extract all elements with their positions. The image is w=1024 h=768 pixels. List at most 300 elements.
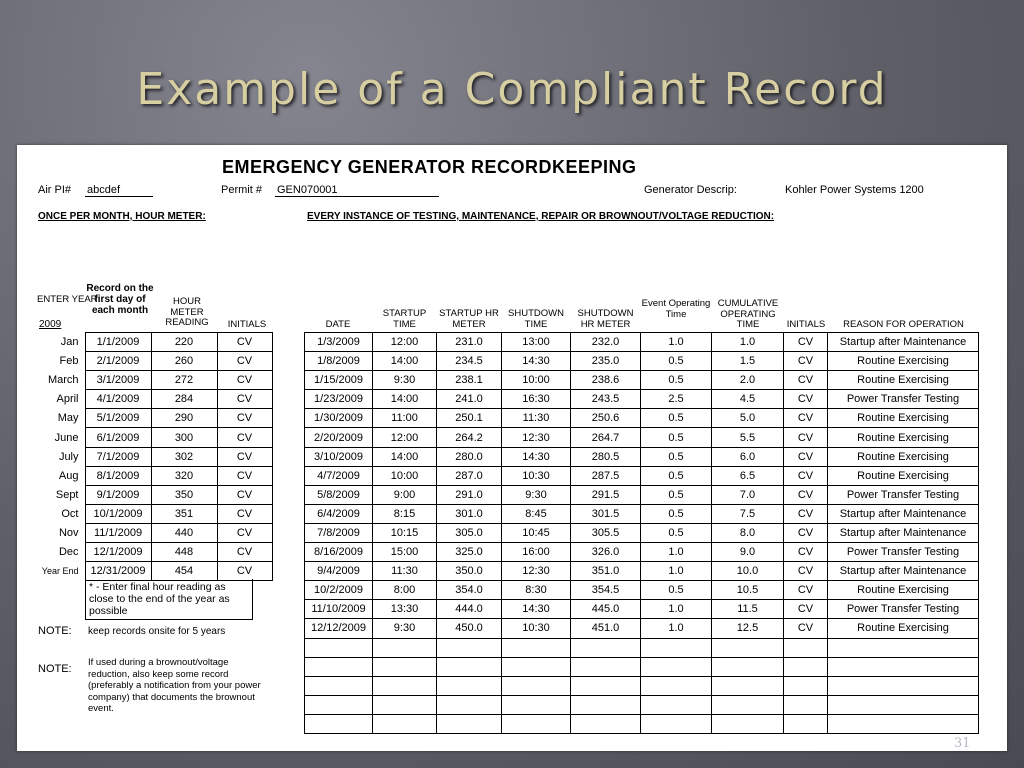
note-text-1: keep records onsite for 5 years [88,626,226,637]
initials-cell: CV [217,333,272,352]
cumulative-cell: 2.0 [712,371,784,390]
shutdown-hr-cell: 243.5 [571,390,641,409]
shutdown-hr-cell: 301.5 [571,504,641,523]
initials-cell: CV [784,543,828,562]
startup-time-cell: 13:30 [373,600,437,619]
air-pi-value: abcdef [85,184,153,197]
note-label-1: NOTE: [38,625,72,637]
initials-cell: CV [784,466,828,485]
event-row [305,371,979,390]
startup-time-cell [373,714,437,733]
date-cell: 5/1/2009 [85,409,151,428]
cumulative-cell: 10.5 [712,581,784,600]
event-row [305,638,979,657]
reason-cell: Routine Exercising [828,428,979,447]
startup-time-cell [373,695,437,714]
month-cell: May [57,412,79,425]
cumulative-cell: 7.0 [712,485,784,504]
reason-cell: Startup after Maintenance [828,523,979,542]
shutdown-time-cell [502,714,571,733]
startup-time-cell: 10:15 [373,523,437,542]
reason-cell: Routine Exercising [828,466,979,485]
reason-header: REASON FOR OPERATION [843,319,964,330]
month-cell: July [58,450,79,463]
reason-cell [828,638,979,657]
date-cell [305,657,373,676]
event-row [305,523,979,542]
reading-cell: 448 [151,543,217,562]
shutdown-hr-cell: 305.5 [571,523,641,542]
permit-value: GEN070001 [275,184,439,197]
reason-cell: Power Transfer Testing [828,543,979,562]
reason-cell: Power Transfer Testing [828,600,979,619]
shutdown-hr-cell: 250.6 [571,409,641,428]
reason-cell: Startup after Maintenance [828,333,979,352]
shutdown-hr-cell: 280.5 [571,447,641,466]
startup-hr-cell: 241.0 [437,390,502,409]
month-cell: Nov [58,526,79,539]
events-table [304,332,979,734]
reason-cell: Routine Exercising [828,371,979,390]
reading-cell: 260 [151,352,217,371]
initials-cell: CV [217,543,272,562]
event-time-cell: 1.0 [641,600,712,619]
cumulative-cell [712,657,784,676]
startup-time-cell: 12:00 [373,333,437,352]
slide-title: Example of a Compliant Record [136,64,888,115]
initials-cell: CV [784,504,828,523]
initials-cell [784,714,828,733]
event-row [305,428,979,447]
monthly-row [38,523,272,542]
monthly-row [38,371,272,390]
startup-time-cell: 8:15 [373,504,437,523]
initials-cell [784,676,828,695]
date-cell [305,638,373,657]
date-cell: 4/1/2009 [85,390,151,409]
event-row [305,504,979,523]
month-cell: Feb [59,355,79,368]
event-row [305,409,979,428]
initials-cell: CV [217,485,272,504]
month-cell: Aug [58,469,79,482]
startup-hr-cell: 305.0 [437,523,502,542]
event-time-header: Event Operating Time [641,298,711,320]
shutdown-hr-header: SHUTDOWN HR METER [577,308,634,330]
event-row [305,466,979,485]
air-pi-label: Air PI# [38,184,72,196]
shutdown-time-cell: 10:00 [502,371,571,390]
date-cell: 2/1/2009 [85,352,151,371]
date-cell: 1/8/2009 [305,352,373,371]
shutdown-hr-cell: 326.0 [571,543,641,562]
event-row [305,657,979,676]
event-row [305,485,979,504]
date-cell: 9/4/2009 [305,562,373,581]
monthly-row [38,352,272,371]
monthly-row [38,485,272,504]
startup-time-cell: 9:30 [373,371,437,390]
event-time-cell [641,676,712,695]
cumulative-cell: 4.5 [712,390,784,409]
date-cell: 10/2/2009 [305,581,373,600]
cumulative-cell [712,714,784,733]
startup-time-cell: 9:30 [373,619,437,638]
cumulative-cell: 7.5 [712,504,784,523]
reading-cell: 284 [151,390,217,409]
initials-cell: CV [784,447,828,466]
initials-cell [784,695,828,714]
month-cell: March [47,374,79,387]
startup-time-cell: 14:00 [373,447,437,466]
initials-cell: CV [217,409,272,428]
startup-time-cell: 15:00 [373,543,437,562]
cumulative-cell: 9.0 [712,543,784,562]
initials-cell: CV [784,485,828,504]
event-time-cell: 0.5 [641,523,712,542]
startup-time-cell [373,676,437,695]
date-cell: 12/1/2009 [85,543,151,562]
shutdown-hr-cell: 451.0 [571,619,641,638]
startup-hr-cell: 301.0 [437,504,502,523]
date-cell: 10/1/2009 [85,504,151,523]
cumulative-cell: 10.0 [712,562,784,581]
initials-cell: CV [784,409,828,428]
shutdown-hr-cell: 287.5 [571,466,641,485]
event-time-cell: 0.5 [641,371,712,390]
startup-hr-cell: 450.0 [437,619,502,638]
reading-cell: 272 [151,371,217,390]
startup-hr-cell: 231.0 [437,333,502,352]
startup-hr-cell [437,676,502,695]
cumulative-cell: 8.0 [712,523,784,542]
page-number: 31 [954,736,971,751]
shutdown-time-cell: 8:45 [502,504,571,523]
event-row [305,695,979,714]
monthly-row [38,390,272,409]
startup-time-cell: 9:00 [373,485,437,504]
date-cell: 1/30/2009 [305,409,373,428]
startup-time-cell [373,657,437,676]
initials-cell: CV [784,371,828,390]
initials-cell: CV [217,352,272,371]
date-cell: 2/20/2009 [305,428,373,447]
event-time-cell: 0.5 [641,466,712,485]
startup-hr-header: STARTUP HR METER [439,308,499,330]
cumulative-cell [712,676,784,695]
initials-cell: CV [784,581,828,600]
event-time-cell: 0.5 [641,485,712,504]
monthly-row [38,543,272,562]
event-time-cell [641,638,712,657]
date-cell [305,676,373,695]
event-time-cell: 0.5 [641,504,712,523]
date-cell: 7/1/2009 [85,447,151,466]
reason-cell: Routine Exercising [828,409,979,428]
month-cell: June [54,431,79,444]
date-cell: 12/31/2009 [85,562,151,581]
event-time-cell: 0.5 [641,447,712,466]
startup-hr-cell: 238.1 [437,371,502,390]
event-row [305,581,979,600]
startup-time-cell: 8:00 [373,581,437,600]
initials-cell: CV [217,562,272,581]
shutdown-time-cell: 9:30 [502,485,571,504]
shutdown-time-cell: 13:00 [502,333,571,352]
cumulative-cell: 12.5 [712,619,784,638]
initials-header-right: INITIALS [786,319,826,330]
startup-hr-cell: 250.1 [437,409,502,428]
initials-cell [784,657,828,676]
shutdown-time-cell: 10:30 [502,619,571,638]
shutdown-hr-cell: 354.5 [571,581,641,600]
date-cell: 1/15/2009 [305,371,373,390]
month-cell: Sept [55,488,79,501]
shutdown-time-cell: 11:30 [502,409,571,428]
record-document [17,145,1007,751]
cumulative-cell: 5.5 [712,428,784,447]
shutdown-hr-cell [571,676,641,695]
event-row [305,333,979,352]
date-cell: 8/1/2009 [85,466,151,485]
date-cell: 9/1/2009 [85,485,151,504]
reason-cell: Routine Exercising [828,581,979,600]
monthly-row [38,504,272,523]
shutdown-hr-cell: 445.0 [571,600,641,619]
startup-hr-cell [437,638,502,657]
startup-hr-cell: 350.0 [437,562,502,581]
reading-cell: 290 [151,409,217,428]
date-cell: 6/1/2009 [85,428,151,447]
startup-hr-cell: 444.0 [437,600,502,619]
generator-label: Generator Descrip: [644,184,737,196]
reason-cell: Startup after Maintenance [828,504,979,523]
cumulative-cell: 11.5 [712,600,784,619]
event-row [305,600,979,619]
initials-cell: CV [217,466,272,485]
startup-time-cell: 10:00 [373,466,437,485]
monthly-row [38,562,272,581]
startup-hr-cell: 234.5 [437,352,502,371]
event-time-cell: 2.5 [641,390,712,409]
date-cell: 11/1/2009 [85,523,151,542]
initials-cell: CV [217,390,272,409]
startup-time-cell: 11:00 [373,409,437,428]
event-time-cell [641,695,712,714]
cumulative-cell [712,638,784,657]
startup-time-header: STARTUP TIME [382,308,427,330]
date-cell: 3/10/2009 [305,447,373,466]
shutdown-time-header: SHUTDOWN TIME [508,308,564,330]
reason-cell [828,657,979,676]
reason-cell [828,676,979,695]
cumulative-header: CUMULATIVE OPERATING TIME [717,298,779,330]
event-time-cell: 0.5 [641,581,712,600]
startup-hr-cell: 264.2 [437,428,502,447]
startup-hr-cell: 325.0 [437,543,502,562]
date-cell [305,695,373,714]
shutdown-time-cell: 12:30 [502,428,571,447]
monthly-row [38,447,272,466]
cumulative-cell: 1.0 [712,333,784,352]
shutdown-time-cell: 10:45 [502,523,571,542]
event-time-cell: 0.5 [641,409,712,428]
cumulative-cell: 6.0 [712,447,784,466]
shutdown-time-cell [502,695,571,714]
initials-cell: CV [784,390,828,409]
initials-cell [784,638,828,657]
shutdown-time-cell: 14:30 [502,447,571,466]
enter-year-label: ENTER YEAR: [37,294,101,305]
initials-cell: CV [784,523,828,542]
shutdown-time-cell: 10:30 [502,466,571,485]
date-cell: 1/3/2009 [305,333,373,352]
initials-header-left: INITIALS [227,319,267,330]
date-header: DATE [325,319,351,330]
event-time-cell [641,714,712,733]
initials-cell: CV [784,352,828,371]
cumulative-cell: 6.5 [712,466,784,485]
shutdown-time-cell: 16:30 [502,390,571,409]
date-cell: 6/4/2009 [305,504,373,523]
date-cell: 3/1/2009 [85,371,151,390]
date-cell: 11/10/2009 [305,600,373,619]
shutdown-hr-cell [571,695,641,714]
event-time-cell: 1.0 [641,333,712,352]
reading-cell: 220 [151,333,217,352]
event-time-cell: 0.5 [641,352,712,371]
reading-cell: 440 [151,523,217,542]
record-header: Record on the first day of each month [86,283,154,316]
date-cell: 8/16/2009 [305,543,373,562]
shutdown-hr-cell: 264.7 [571,428,641,447]
shutdown-time-cell: 8:30 [502,581,571,600]
initials-cell: CV [784,562,828,581]
reason-cell [828,714,979,733]
initials-cell: CV [217,523,272,542]
reason-cell: Power Transfer Testing [828,390,979,409]
initials-cell: CV [784,600,828,619]
event-row [305,543,979,562]
event-row [305,562,979,581]
initials-cell: CV [784,428,828,447]
event-time-cell: 1.0 [641,562,712,581]
monthly-table [38,332,273,581]
month-cell: April [56,393,79,406]
monthly-row [38,466,272,485]
cumulative-cell [712,695,784,714]
event-row [305,447,979,466]
reading-cell: 351 [151,504,217,523]
startup-hr-cell: 291.0 [437,485,502,504]
reading-cell: 320 [151,466,217,485]
shutdown-hr-cell [571,657,641,676]
event-row [305,352,979,371]
date-cell: 4/7/2009 [305,466,373,485]
cumulative-cell: 1.5 [712,352,784,371]
shutdown-time-cell: 12:30 [502,562,571,581]
reason-cell: Power Transfer Testing [828,485,979,504]
monthly-row [38,333,272,352]
shutdown-time-cell: 16:00 [502,543,571,562]
startup-time-cell: 11:30 [373,562,437,581]
section-right-heading: EVERY INSTANCE OF TESTING, MAINTENANCE, REPAIR OR BROWNOUT/VOLTAGE REDUCTION: [307,211,775,222]
shutdown-hr-cell: 291.5 [571,485,641,504]
reason-cell: Startup after Maintenance [828,562,979,581]
startup-hr-cell [437,714,502,733]
initials-cell: CV [217,447,272,466]
note-label-2: NOTE: [38,663,72,675]
shutdown-time-cell [502,657,571,676]
reading-cell: 302 [151,447,217,466]
permit-label: Permit # [221,184,262,196]
startup-hr-cell: 280.0 [437,447,502,466]
shutdown-time-cell: 14:30 [502,600,571,619]
reason-cell: Routine Exercising [828,447,979,466]
shutdown-time-cell [502,676,571,695]
startup-hr-cell [437,695,502,714]
event-time-cell: 1.0 [641,543,712,562]
event-time-cell: 1.0 [641,619,712,638]
section-left-heading: ONCE PER MONTH, HOUR METER: [38,211,206,222]
monthly-row [38,409,272,428]
date-cell: 12/12/2009 [305,619,373,638]
date-cell: 1/23/2009 [305,390,373,409]
startup-hr-cell [437,657,502,676]
initials-cell: CV [217,371,272,390]
initials-cell: CV [217,428,272,447]
shutdown-hr-cell: 238.6 [571,371,641,390]
shutdown-hr-cell [571,638,641,657]
shutdown-time-cell: 14:30 [502,352,571,371]
shutdown-time-cell [502,638,571,657]
event-time-cell: 0.5 [641,428,712,447]
startup-time-cell: 14:00 [373,352,437,371]
initials-cell: CV [784,619,828,638]
reading-header: HOUR METER READING [165,296,209,328]
reading-cell: 454 [151,562,217,581]
generator-value: Kohler Power Systems 1200 [785,184,924,196]
reason-cell: Routine Exercising [828,352,979,371]
monthly-row [38,428,272,447]
initials-cell: CV [784,333,828,352]
startup-hr-cell: 354.0 [437,581,502,600]
shutdown-hr-cell: 235.0 [571,352,641,371]
shutdown-hr-cell: 232.0 [571,333,641,352]
reading-cell: 350 [151,485,217,504]
date-cell: 7/8/2009 [305,523,373,542]
reading-cell: 300 [151,428,217,447]
shutdown-hr-cell: 351.0 [571,562,641,581]
month-cell: Dec [58,546,79,559]
month-cell: Year End [41,566,79,577]
cumulative-cell: 5.0 [712,409,784,428]
month-cell: Oct [61,507,79,520]
initials-cell: CV [217,504,272,523]
date-cell [305,714,373,733]
date-cell: 1/1/2009 [85,333,151,352]
startup-time-cell [373,638,437,657]
date-cell: 5/8/2009 [305,485,373,504]
startup-hr-cell: 287.0 [437,466,502,485]
event-row [305,390,979,409]
event-row [305,619,979,638]
note-text-2: If used during a brownout/voltage reduction, also keep some record (preferably a notification from your power company) that documents the brownout event. [88,657,261,714]
reason-cell: Routine Exercising [828,619,979,638]
startup-time-cell: 14:00 [373,390,437,409]
reason-cell [828,695,979,714]
startup-time-cell: 12:00 [373,428,437,447]
